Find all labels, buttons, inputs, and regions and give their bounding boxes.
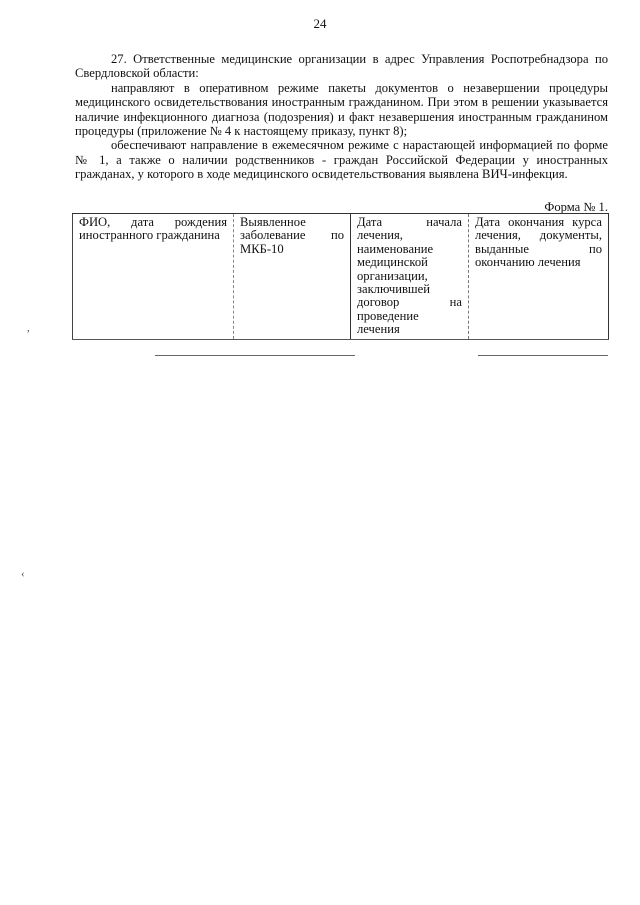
table-header-row <box>73 214 609 340</box>
document-body <box>75 52 608 182</box>
header-name-birthdate: ФИО, дата рождения иностранного гражданина <box>73 214 234 340</box>
scan-speck: ‹ <box>21 568 25 580</box>
header-treatment-end: Дата окончания курса лечения, документы, выданные по окончанию лечения <box>469 214 609 340</box>
header-treatment-start: Дата начала лечения, наименование медицинской организации, заключившей договор на проведение лечения <box>351 214 469 340</box>
paragraph-send-packages: направляют в оперативном режиме пакеты документов о незавершении процедуры медицинского освидетельствования иностранным гражданином. При этом в решении указывается наличие инфекционного диагноза (подозрения) и факт незавершения иностранным гражданином процедуры (приложение № 4 к настоящему приказу, пункт 8); <box>75 80 608 139</box>
form-label: Форма № 1. <box>544 200 608 214</box>
paragraph-monthly-report: обеспечивают направление в ежемесячном режиме с нарастающей информацией по форме № 1, а также о наличии родственников - граждан Российской Федерации у иностранных гражданах, у которого в ходе медицинского освидетельствования выявлена ВИЧ-инфекция. <box>75 138 608 182</box>
table-underline-rule <box>0 355 640 359</box>
scan-speck: , <box>27 322 30 334</box>
form-1-table <box>72 213 609 340</box>
paragraph-27: 27. Ответственные медицинские организации в адрес Управления Роспотребнадзора по Свердловской области: <box>75 52 608 81</box>
header-diagnosis: Выявленное заболевание по МКБ-10 <box>234 214 351 340</box>
page-number: 24 <box>313 16 327 31</box>
